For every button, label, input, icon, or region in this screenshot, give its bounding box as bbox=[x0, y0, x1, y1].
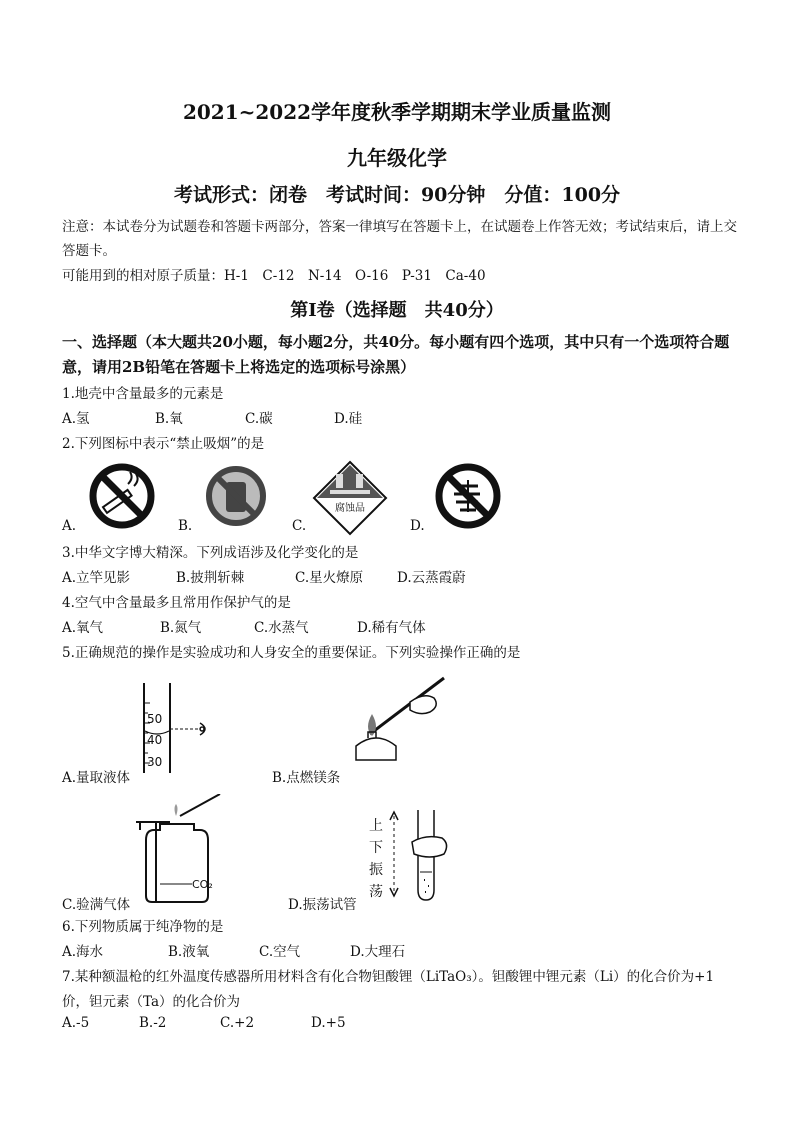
question-7-stem-line2: 价，钽元素（Ta）的化合价为 bbox=[62, 994, 241, 1010]
q4-option-c: C.水蒸气 bbox=[254, 620, 309, 636]
q7-option-d: D.+5 bbox=[311, 1015, 346, 1031]
gas-collecting-bottle-image bbox=[136, 794, 236, 904]
q5-option-a: A.量取液体 bbox=[62, 770, 131, 786]
co2-label: CO₂ bbox=[192, 878, 213, 891]
q1-option-d: D.硅 bbox=[334, 411, 363, 427]
exam-subject: 九年级化学 bbox=[347, 146, 447, 170]
q6-option-b: B.液氧 bbox=[168, 944, 210, 960]
atomic-masses: 可能用到的相对原子质量：H-1 C-12 N-14 O-16 P-31 Ca-40 bbox=[62, 268, 486, 284]
shaking-test-tube-image bbox=[388, 806, 458, 906]
no-fireworks-sign-icon bbox=[434, 462, 502, 530]
q4-option-d: D.稀有气体 bbox=[357, 620, 426, 636]
q5-option-b: B.点燃镁条 bbox=[272, 770, 341, 786]
q6-option-d: D.大理石 bbox=[350, 944, 406, 960]
question-7-stem-line1: 7.某种额温枪的红外温度传感器所用材料含有化合物钽酸锂（LiTaO₃）。钽酸锂中锂元素（Li）的化合价为+1 bbox=[62, 969, 715, 985]
exam-title: 2021~2022学年度秋季学期期末学业质量监测 bbox=[182, 100, 612, 124]
q2-option-b: B. bbox=[178, 518, 193, 534]
question-3-stem: 3.中华文字博大精深。下列成语涉及化学变化的是 bbox=[62, 545, 359, 561]
q4-option-a: A.氧气 bbox=[62, 620, 104, 636]
q5-option-d: D.振荡试管 bbox=[288, 897, 357, 913]
q4-option-b: B.氮气 bbox=[160, 620, 202, 636]
shake-char-3: 振 bbox=[369, 862, 383, 878]
section-title: 第Ⅰ卷（选择题 共40分） bbox=[290, 300, 504, 321]
q5-option-c: C.验满气体 bbox=[62, 897, 131, 913]
q3-option-b: B.披荆斩棘 bbox=[176, 570, 245, 586]
prohibition-sign-icon bbox=[204, 464, 268, 528]
q6-option-c: C.空气 bbox=[259, 944, 301, 960]
q7-option-c: C.+2 bbox=[220, 1015, 255, 1031]
shake-char-4: 荡 bbox=[369, 884, 383, 900]
q2-option-a: A. bbox=[62, 518, 77, 534]
q3-option-a: A.立竿见影 bbox=[62, 570, 131, 586]
question-2-stem: 2.下列图标中表示“禁止吸烟”的是 bbox=[62, 436, 265, 452]
q1-option-a: A.氢 bbox=[62, 411, 90, 427]
question-5-stem: 5.正确规范的操作是实验成功和人身安全的重要保证。下列实验操作正确的是 bbox=[62, 645, 521, 661]
q7-option-b: B.-2 bbox=[139, 1015, 167, 1031]
q7-option-a: A.-5 bbox=[62, 1015, 90, 1031]
q2-option-d: D. bbox=[410, 518, 425, 534]
question-1-stem: 1.地壳中含量最多的元素是 bbox=[62, 386, 224, 402]
shake-char-2: 下 bbox=[369, 840, 383, 856]
q1-option-c: C.碳 bbox=[245, 411, 273, 427]
q2-option-c: C. bbox=[292, 518, 307, 534]
exam-info: 考试形式：闭卷 考试时间：90分钟 分值：100分 bbox=[173, 184, 621, 206]
corrosive-sign-icon bbox=[312, 460, 388, 536]
q1-option-b: B.氧 bbox=[155, 411, 183, 427]
cylinder-tick-40: 40 bbox=[147, 733, 163, 747]
cylinder-tick-30: 30 bbox=[147, 755, 163, 769]
q6-option-a: A.海水 bbox=[62, 944, 104, 960]
corrosive-sign-text: 腐蚀品 bbox=[335, 503, 365, 514]
q3-option-c: C.星火燎原 bbox=[295, 570, 364, 586]
q3-option-d: D.云蒸霞蔚 bbox=[397, 570, 466, 586]
lighting-magnesium-image bbox=[340, 672, 450, 772]
question-6-stem: 6.下列物质属于纯净物的是 bbox=[62, 919, 224, 935]
section-instructions: 一、选择题（本大题共20小题，每小题2分，共40分。每小题有四个选项，其中只有一个选项符合题意，请用2B铅笔在答题卡上将选定的选项标号涂黑） bbox=[62, 333, 730, 376]
shake-char-1: 上 bbox=[369, 818, 383, 834]
question-4-stem: 4.空气中含量最多且常用作保护气的是 bbox=[62, 595, 291, 611]
cylinder-tick-50: 50 bbox=[147, 712, 163, 726]
shake-direction-text bbox=[369, 815, 385, 903]
notice-text: 注意：本试卷分为试题卷和答题卡两部分，答案一律填写在答题卡上，在试题卷上作答无效；考试结束后，请上交答题卡。 bbox=[62, 219, 737, 259]
no-smoking-sign-icon bbox=[88, 462, 156, 530]
